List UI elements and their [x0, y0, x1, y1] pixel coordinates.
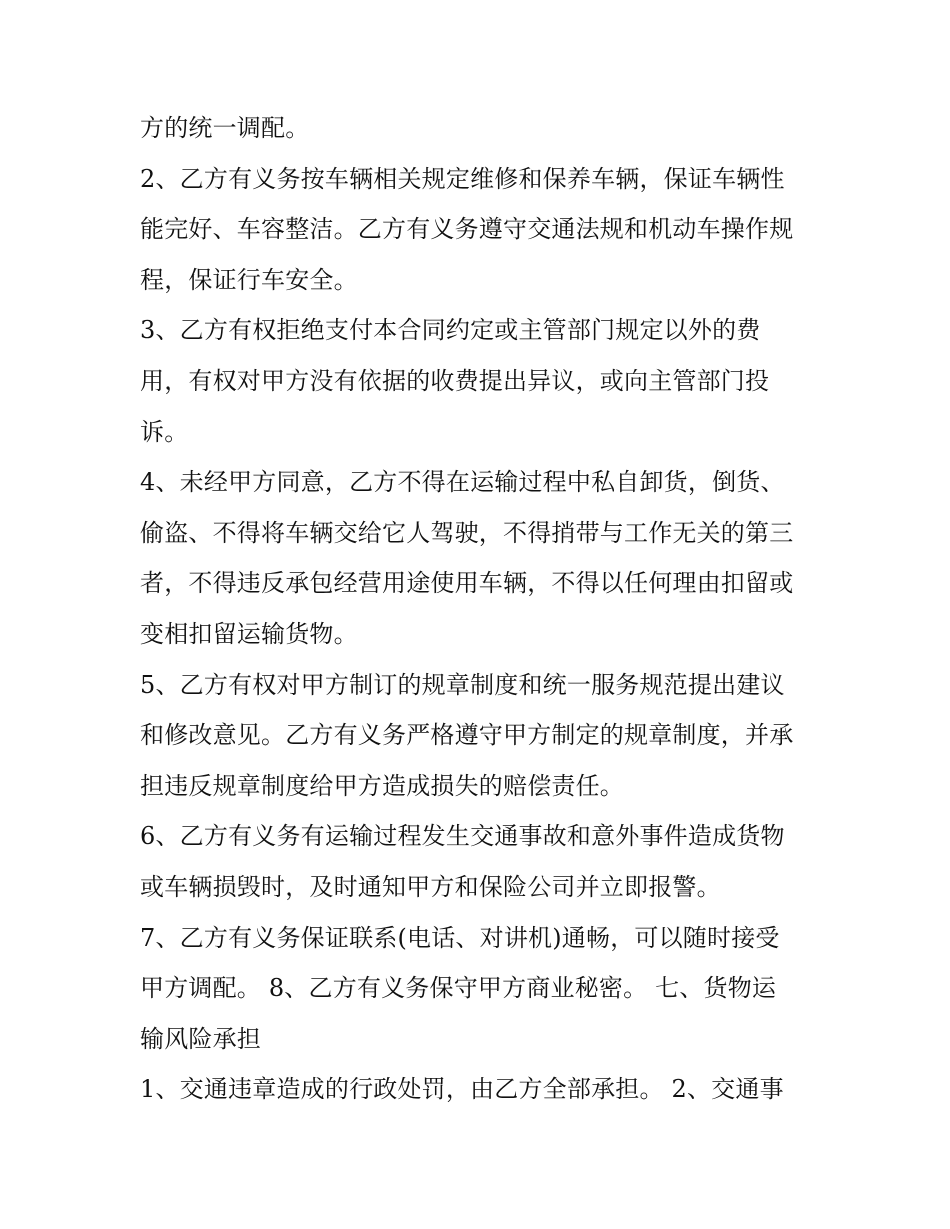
- text-line: 偷盗、不得将车辆交给它人驾驶，不得捎带与工作无关的第三: [140, 518, 794, 547]
- text-line: 6、乙方有义务有运输过程发生交通事故和意外事件造成货物: [140, 822, 785, 851]
- text-line: 或车辆损毁时，及时通知甲方和保险公司并立即报警。: [140, 872, 721, 901]
- text-line: 担违反规章制度给甲方造成损失的赔偿责任。: [140, 771, 624, 800]
- text-line: 3、乙方有权拒绝支付本合同约定或主管部门规定以外的费: [140, 316, 761, 345]
- text-line: 5、乙方有权对甲方制订的规章制度和统一服务规范提出建议: [140, 670, 785, 699]
- text-line: 能完好、车容整洁。乙方有义务遵守交通法规和机动车操作规: [140, 215, 794, 244]
- text-line: 方的统一调配。: [140, 114, 310, 142]
- text-line: 和修改意见。乙方有义务严格遵守甲方制定的规章制度，并承: [140, 721, 794, 750]
- document-body: [140, 103, 820, 1115]
- text-line: 7、乙方有义务保证联系(电话、对讲机)通畅，可以随时接受: [140, 923, 780, 952]
- text-line: 者，不得违反承包经营用途使用车辆，不得以任何理由扣留或: [140, 569, 794, 598]
- text-line: 2、乙方有义务按车辆相关规定维修和保养车辆，保证车辆性: [140, 164, 785, 193]
- text-line: 诉。: [140, 417, 189, 446]
- text-line: 程，保证行车安全。: [140, 265, 358, 294]
- text-line: 甲方调配。 8、乙方有义务保守甲方商业秘密。 七、货物运: [140, 974, 777, 1003]
- text-line: 用，有权对甲方没有依据的收费提出异议，或向主管部门投: [140, 366, 770, 395]
- text-line: 4、未经甲方同意，乙方不得在运输过程中私自卸货，倒货、: [140, 468, 785, 497]
- text-line: 变相扣留运输货物。: [140, 619, 358, 648]
- text-line: 输风险承担: [140, 1024, 261, 1053]
- text-line: 1、交通违章造成的行政处罚，由乙方全部承担。 2、交通事: [140, 1075, 784, 1104]
